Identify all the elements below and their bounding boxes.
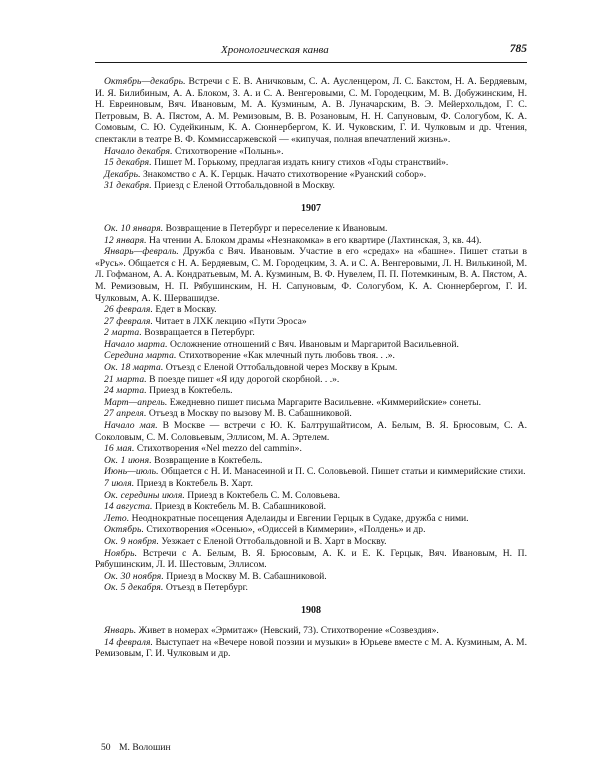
entry-text: Отъезд в Москву по вызову М. В. Сабашниковой. — [148, 408, 352, 420]
entry-date: 27 апреля. — [104, 408, 147, 420]
entry-date: Ок. середины июля. — [104, 489, 185, 501]
chronology-entry — [95, 466, 527, 478]
entry-date: Январь—февраль. — [104, 246, 179, 258]
entry-text: Стихотворение «Полынь». — [175, 145, 284, 157]
chronology-entry — [95, 548, 527, 571]
chronology-entry — [95, 327, 527, 339]
entry-text: Встречи с А. Белым, В. Я. Брюсовым, А. К. и Е. К. Герцык, Вяч. Ивановым, Н. П. Рябушинским, Л. И. Шестовым, Эллисом. — [95, 547, 527, 571]
year-heading: 1907 — [301, 202, 321, 214]
chronology-entry — [95, 513, 527, 525]
entry-date: 21 марта. — [104, 373, 147, 385]
entry-text: Отъезд с Еленой Оттобальдовной через Москву в Крым. — [165, 362, 398, 374]
chronology-entry — [95, 223, 527, 235]
chronology-entry — [95, 408, 527, 420]
page-footer — [101, 742, 171, 753]
header-page-number: 785 — [509, 43, 527, 55]
entry-text: Приезд в Москву М. В. Сабашниковой. — [166, 570, 327, 582]
entry-date: 26 февраля. — [104, 304, 153, 316]
entry-text: Возвращение в Петербург и переселение к Ивановым. — [165, 222, 388, 234]
entry-text: Стихотворение «Как млечный путь любовь твоя. . .». — [178, 350, 395, 362]
chronology-entry — [95, 524, 527, 536]
chronology-entry — [95, 180, 527, 192]
entry-date: Ок. 5 декабря. — [104, 582, 164, 594]
entry-text: Знакомство с А. К. Герцык. Начато стихотворение «Руанский собор». — [143, 168, 427, 180]
chronology-entry — [95, 490, 527, 502]
entry-date: 7 июля. — [104, 478, 135, 489]
entry-text: Уезжает с Еленой Оттобальдовной и В. Харт в Москву. — [161, 535, 387, 547]
entry-date: Ок. 9 ноября. — [104, 535, 159, 547]
entry-text: Выступает на «Вечере новой поэзии и музыки» в Юрьеве вместе с М. А. Кузминым, А. М. Ремизовым, Г. И. Чулковым и др. — [95, 636, 527, 660]
entry-date: Начало декабря. — [104, 145, 173, 157]
entry-date: 27 февраля. — [104, 315, 153, 327]
chronology-entry — [95, 455, 527, 467]
chronology-entry — [95, 625, 527, 637]
entry-date: Июнь—июль. — [104, 466, 159, 478]
entry-text: На чтении А. Блоком драмы «Незнакомка» в его квартире (Лахтинская, 3, кв. 44). — [149, 234, 482, 246]
entry-date: 15 декабря. — [104, 157, 152, 169]
entry-date: Середина марта. — [104, 350, 177, 362]
chronology-entry — [95, 443, 527, 455]
chronology-entry — [95, 146, 527, 158]
chronology-entry — [95, 246, 527, 304]
entry-date: Март—апрель. — [104, 396, 168, 408]
year-heading: 1908 — [301, 604, 321, 616]
chronology-entry — [95, 571, 527, 583]
chronology-entry — [95, 420, 527, 443]
chronology-entry — [95, 397, 527, 409]
entry-text: Возвращение в Коктебель. — [154, 454, 263, 466]
entry-date: Январь. — [104, 624, 137, 636]
entry-text: Дружба с Вяч. Ивановым. Участие в его «средах» на «башне». Пишет статьи в «Русь». Общается с Н. А. Бердяевым, С. М. Городецким, З. А. и С. А. Венгеровыми, Л. Н. Вилькиной, М. Л. Гофманом, А. А. Кондратьевым, М. А. Кузминым, В. Ф. Нувелем, П. П. Потемкиным, В. А. Пястом, А. М. Ремизовым, Н. П. Рябушинским, Н. Н. Сапуновым, Ф. Сологубом, К. А. Сюннербергом, Г. И. Чулковым, А. К. Шервашидзе. — [95, 246, 528, 304]
entry-date: Октябрь. — [104, 524, 144, 536]
entry-date: Ок. 10 января. — [104, 222, 164, 234]
entry-date: Лето. — [104, 512, 130, 524]
entry-text: Стихотворения «Nel mezzo del cammin». — [136, 443, 302, 455]
chronology-entry — [95, 316, 527, 328]
chronology-entry — [95, 536, 527, 548]
entry-date: 31 декабря. — [104, 180, 152, 192]
chronology-text — [95, 76, 527, 660]
footer-author: М. Волошин — [119, 742, 171, 753]
entry-text: Неоднократные посещения Аделаиды и Евгении Герцык в Судаке, дружба с ними. — [131, 512, 469, 524]
chronology-entry — [95, 637, 527, 660]
entry-date: Начало мая. — [104, 420, 158, 432]
entry-text: Ежедневно пишет письма Маргарите Васильевне. «Киммерийские» сонеты. — [169, 396, 481, 408]
entry-date: 14 августа. — [104, 501, 153, 513]
entry-text: Едет в Москву. — [155, 304, 217, 316]
chronology-entry — [95, 478, 527, 490]
entry-text: Живет в номерах «Эрмитаж» (Невский, 73). Стихотворение «Созвездия». — [138, 624, 439, 636]
entry-text: Осложнение отношений с Вяч. Ивановым и Маргаритой Васильевной. — [170, 338, 459, 350]
entry-date: Ок. 30 ноября. — [104, 570, 164, 582]
entry-date: 12 января. — [104, 234, 147, 246]
chronology-entry — [95, 350, 527, 362]
entry-text: Приезд в Коктебель. — [149, 385, 233, 397]
entry-text: Приезд в Коктебель В. Харт. — [136, 478, 253, 489]
chronology-entry — [95, 157, 527, 169]
running-header — [95, 42, 527, 63]
chronology-entry — [95, 339, 527, 351]
entry-text: Читает в ЛХК лекцию «Пути Эроса» — [155, 315, 307, 327]
entry-text: Приезд в Коктебель М. В. Сабашниковой. — [154, 501, 327, 513]
entry-date: Октябрь—декабрь. — [104, 76, 186, 87]
chronology-entry — [95, 304, 527, 316]
entry-date: 14 февраля. — [104, 636, 154, 648]
chronology-entry — [95, 374, 527, 386]
entry-text: Отъезд в Петербург. — [165, 582, 248, 594]
entry-text: Стихотворения «Осенью», «Одиссей в Киммерии», «Полдень» и др. — [146, 524, 426, 536]
chronology-entry — [95, 362, 527, 374]
entry-date: 16 мая. — [104, 443, 135, 455]
entry-text: Общается с Н. И. Манасеиной и П. С. Соловьевой. Пишет статьи и киммерийские стихи. — [161, 466, 526, 478]
chronology-entry — [95, 76, 527, 146]
entry-text: Приезд в Коктебель С. М. Соловьева. — [187, 489, 341, 501]
entry-text: Возвращается в Петербург. — [144, 327, 255, 339]
chronology-entry — [95, 385, 527, 397]
entry-date: Ок. 18 марта. — [104, 362, 164, 374]
entry-date: 2 марта. — [104, 327, 142, 339]
entry-text: В поезде пишет «Я иду дорогой скорбной. . .». — [149, 373, 340, 385]
chronology-entry — [95, 582, 527, 594]
entry-date: Начало марта. — [104, 338, 168, 350]
entry-text: В Москве — встречи с Ю. К. Балтрушайтисом, А. Белым, В. Я. Брюсовым, С. А. Соколовым, С. М. Соловьевым, Эллисом, М. А. Эртелем. — [95, 420, 527, 443]
chronology-entry — [95, 501, 527, 513]
entry-text: Приезд с Еленой Оттобальдовной в Москву. — [154, 180, 335, 192]
chronology-entry — [95, 235, 527, 247]
entry-date: Ок. 1 июня. — [104, 454, 152, 466]
entry-date: Декабрь. — [104, 168, 141, 180]
footer-page-number: 50 — [101, 742, 111, 753]
entry-date: Ноябрь. — [104, 547, 138, 559]
running-title: Хронологическая канва — [221, 44, 329, 56]
chronology-entry — [95, 169, 527, 181]
entry-text: Пишет М. Горькому, предлагая издать книгу стихов «Годы странствий». — [154, 157, 449, 169]
entry-text: Встречи с Е. В. Аничковым, С. А. Аусленцером, Л. С. Бакстом, Н. А. Бердяевым, И. Я. Билибиным, А. А. Блоком, З. А. и С. А. Венгеровыми, С. М. Городецким, М. В. Добужинским, Н. Н. Евреиновым, Вяч. Ивановым, М. А. Кузминым, А. В. Луначарским, В. Э. Мейерхольдом, Г. С. Петровым, В. А. Пястом, А. М. Ремизовым, В. В. Розановым, Н. Н. Сапуновым, Ф. Сологубом, К. А. Сомовым, С. Ю. Судейкиным, К. А. Сюннербергом, К. И. Чуковским, Г. И. Чулковым и др. Чтения, спектакли в театре В. Ф. Коммиссаржевской — «кипучая, полная впечатлений жизнь». — [95, 76, 527, 145]
entry-date: 24 марта. — [104, 385, 147, 397]
